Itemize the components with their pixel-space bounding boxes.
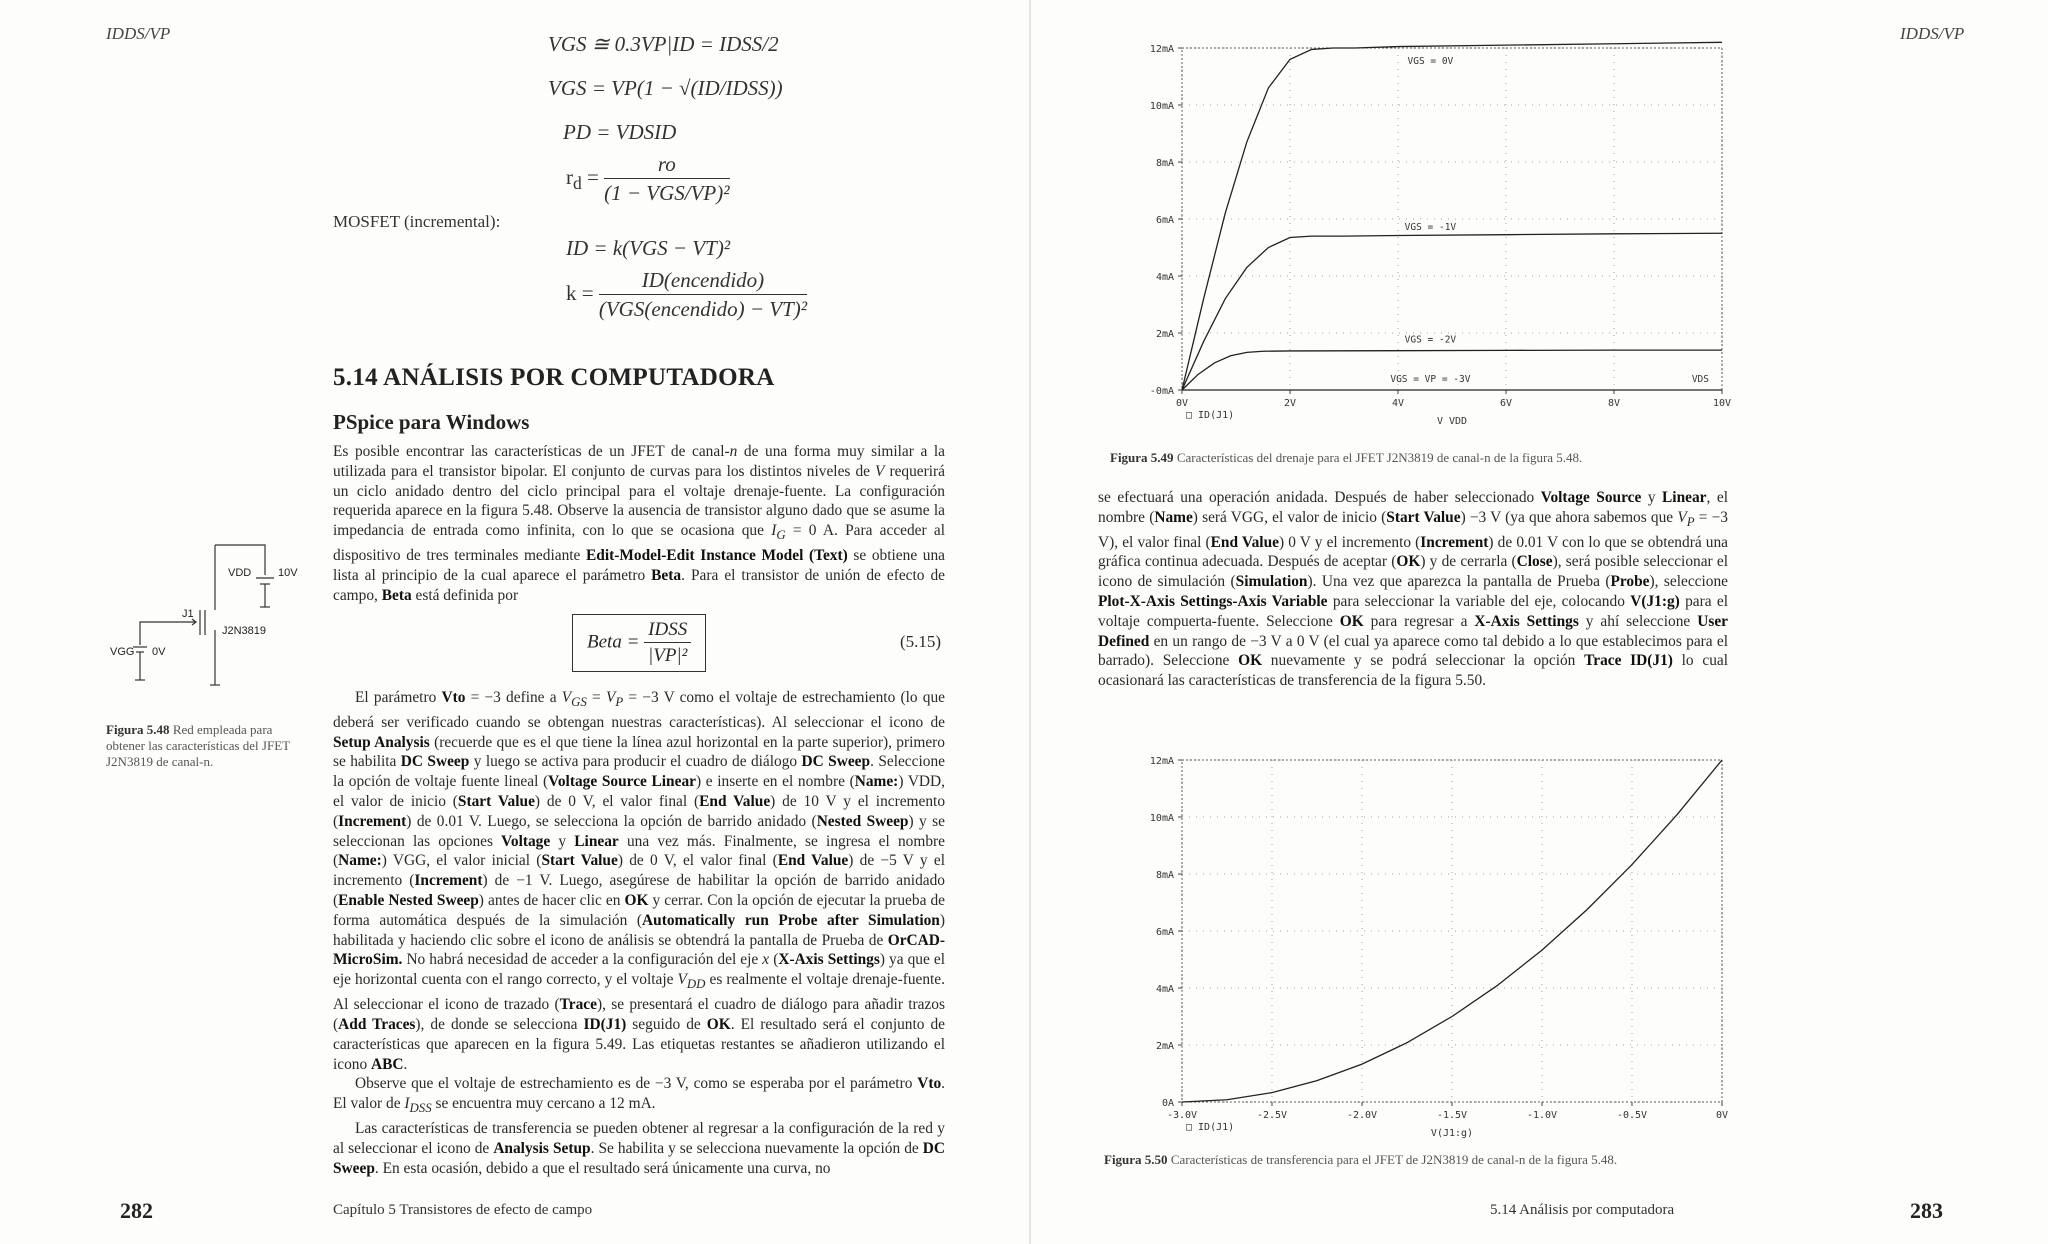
figure-5-49-chart <box>1112 30 1742 430</box>
body-paragraph-1: Es posible encontrar las características de un JFET de canal-n de una forma muy similar a la utilizada para el transistor bipolar. El conjunto de curvas para los distintos niveles de V requerirá un ciclo anidado dentro del ciclo principal para el voltaje drenaje-fuente. La configuración requerida aparece en la figura 5.48. Observe la ausencia de transistor alguno dado que se asume la impedancia de entrada como infinita, con lo que se ocasiona que $I_G = 0$ A. Para acceder al dispositivo de tres terminales mediante Edit-Model-Edit Instance Model (Text) se obtiene una lista al principio de la cual aparece el parámetro Beta. Para el transistor de unión de efecto de campo, Beta está definida por <box>333 443 946 604</box>
figure-5-50-chart <box>1112 742 1742 1142</box>
equation-k: k = $\frac{\text{ID(encendido)}}{\text{(VGS(encendido) − VT)²}}$ <box>566 268 808 321</box>
y-tick-label: 12mA <box>1149 756 1174 767</box>
equation-rd: $r_d$ = $\frac{ro}{\text{(1 − VGS/VP)²}}$ <box>566 152 730 205</box>
figure-5-48-caption <box>106 722 306 770</box>
chart-annotation: VGS = VP = -3V <box>1390 374 1471 385</box>
running-header-right: IDDS/VP <box>1900 24 1965 43</box>
vgg-value: 0V <box>152 646 166 658</box>
x-tick-label: -2.0V <box>1346 1110 1378 1121</box>
page-number-right: 283 <box>1910 1198 1943 1223</box>
rd-denominator: (1 − VGS/VP)² <box>604 181 730 205</box>
y-tick-label: 10mA <box>1149 101 1174 112</box>
body-paragraph-right: se efectuará una operación anidada. Después de haber seleccionado Voltage Source y Linear, el nombre (Name) será VGG, el valor de inicio (Start Value) −3 V (ya que ahora sabemos que $V_P = -3$ V), el valor final (End Value) 0 V y el incremento (Increment) de 0.01 V con lo que se obtendrá una gráfica continua adecuada. Después de aceptar (OK) y de cerrarla (Close), será posible seleccionar el icono de simulación (Simulation). Una vez que aparezca la pantalla de Prueba (Probe), seleccione Plot-X-Axis Settings-Axis Variable para seleccionar la variable del eje, colocando V(J1:g) para el voltaje compuerta-fuente. Seleccione OK para regresar a X-Axis Settings y ahí seleccione User Defined en un rango de −3 V a 0 V (el cual ya aparece como tal debido a lo que establecimos para el barrado). Seleccione OK nuevamente y se podrá seleccionar la opción Trace ID(J1) lo cual ocasionará las características de transferencia de la figura 5.50. <box>1098 489 1729 690</box>
section-title: 5.14 ANÁLISIS POR COMPUTADORA <box>333 364 775 391</box>
beta-eq-numerator: IDSS <box>644 619 691 643</box>
chart-annotation: VGS = -1V <box>1404 222 1457 234</box>
equation-id-mosfet: ID = k(VGS − VT)² <box>566 236 731 260</box>
vgg-label: VGG <box>110 646 135 658</box>
y-tick-label: 2mA <box>1155 1041 1174 1052</box>
x-tick-label: -1.5V <box>1436 1110 1468 1121</box>
equation-vgs-shockley: VGS = VP(1 − √(ID/IDSS)) <box>548 76 783 100</box>
x-tick-label: -0.5V <box>1616 1110 1648 1121</box>
vdd-label: VDD <box>228 567 252 579</box>
y-tick-label: 8mA <box>1155 870 1174 881</box>
x-tick-label: -2.5V <box>1256 1110 1288 1121</box>
vdd-value: 10V <box>278 567 298 579</box>
series-line <box>1182 760 1722 1102</box>
equation-pd: PD = VDSID <box>563 120 677 144</box>
footer-chapter: Capítulo 5 Transistores de efecto de campo <box>333 1202 593 1218</box>
mosfet-label: MOSFET (incremental): <box>333 212 501 231</box>
y-tick-label: 2mA <box>1155 329 1174 340</box>
chart-annotation: VGS = 0V <box>1407 56 1454 67</box>
figure-5-49-caption <box>1110 450 1730 466</box>
y-tick-label: 4mA <box>1155 272 1174 283</box>
page-number-left: 282 <box>120 1198 153 1223</box>
body-paragraph-2: El parámetro Vto = −3 define a $V_{GS} = V_P = -3$ V como el voltaje de estrechamiento (lo que deberá ser verificado cuando se obtengan nuestras características). Al seleccionar el icono de Setup Analysis (recuerde que es el que tiene la línea azul horizontal en la parte superior), primero se habilita DC Sweep y luego se activa para producir el cuadro de diálogo DC Sweep. Seleccione la opción de voltaje fuente lineal (Voltage Source Linear) e inserte en el nombre (Name:) VDD, el valor de inicio (Start Value) de 0 V, el valor final (End Value) de 10 V y el incremento (Increment) de 0.01 V. Luego, se selecciona la opción de barrido anidado (Nested Sweep) y se seleccionan las opciones Voltage y Linear una vez más. Finalmente, se ingresa el nombre (Name:) VGG, el valor inicial (Start Value) de 0 V, el valor final (End Value) de −5 V y el incremento (Increment) de −1 V. Luego, asegúrese de habilitar la opción de barrido anidado (Enable Nested Sweep) antes de hacer clic en OK y cerrar. Con la opción de ejecutar la prueba de forma automática después de la simulación (Automatically run Probe after Simulation) habilitada y haciendo clic sobre el icono de análisis se obtendrá la pantalla de Prueba de OrCAD-MicroSim. No habrá necesidad de acceder a la configuración del eje x (X-Axis Settings) ya que el eje horizontal cuenta con el rango correcto, y el voltaje $V_{DD}$ es realmente el voltaje drenaje-fuente. Al seleccionar el icono de trazado (Trace), se presentará el cuadro de diálogo para añadir trazos (Add Traces), de donde se selecciona ID(J1) seguido de OK. El resultado será el conjunto de características que aparecen en la figura 5.49. Las etiquetas restantes se añadieron utilizando el icono ABC. Observe que el voltaje de estrechamiento es de −3 V, como se esperaba por el parámetro Vto. El valor de $I_{DSS}$ se encuentra muy cercano a 12 mA. Las características de transferencia se pueden obtener al regresar a la configuración de la red y al seleccionar el icono de Analysis Setup. Se habilita y se selecciona nuevamente la opción de DC Sweep. En esta ocasión, debido a que el resultado será únicamente una curva, no <box>333 689 946 1177</box>
chart-annotation: VDS <box>1691 374 1709 385</box>
y-tick-label: 8mA <box>1155 158 1174 169</box>
beta-eq-denominator: |VP|² <box>647 645 688 666</box>
y-tick-label: 10mA <box>1149 813 1174 824</box>
running-header-left: IDDS/VP <box>106 24 171 43</box>
series-line <box>1182 233 1722 390</box>
figure-5-49-label: Figura 5.49 <box>1110 450 1174 465</box>
x-axis-label: V(J1:g) <box>1430 1128 1474 1139</box>
legend-entry: □ ID(J1) <box>1186 410 1235 421</box>
x-tick-label: 6V <box>1499 398 1513 409</box>
figure-5-50-label: Figura 5.50 <box>1104 1152 1168 1167</box>
x-tick-label: 8V <box>1607 398 1621 409</box>
footer-section: 5.14 Análisis por computadora <box>1490 1202 1675 1218</box>
figure-5-48-label: Figura 5.48 <box>106 722 170 737</box>
figure-5-48-text: Red empleada para obtener las características del JFET J2N3819 de canal-n. <box>106 722 290 769</box>
y-tick-label: 6mA <box>1155 927 1174 938</box>
beta-eq-lhs: Beta = <box>587 631 640 653</box>
k-denominator: (VGS(encendido) − VT)² <box>598 297 808 321</box>
figure-5-48-circuit <box>100 535 320 705</box>
x-axis-label: V VDD <box>1436 416 1468 427</box>
y-tick-label: 12mA <box>1149 44 1174 55</box>
y-tick-label: 4mA <box>1155 984 1174 995</box>
beta-equation-box <box>572 614 706 672</box>
x-tick-label: 10V <box>1712 398 1732 409</box>
legend-entry: □ ID(J1) <box>1186 1122 1235 1133</box>
j1-label: J1 <box>182 608 194 620</box>
figure-5-50-text: Características de transferencia para el JFET de J2N3819 de canal-n de la figura 5.48. <box>1170 1152 1618 1167</box>
subsection-title: PSpice para Windows <box>333 410 530 434</box>
rd-numerator: ro <box>604 152 729 179</box>
x-tick-label: -3.0V <box>1166 1110 1198 1121</box>
x-tick-label: 2V <box>1283 398 1297 409</box>
equation-number: (5.15) <box>900 632 942 651</box>
x-tick-label: 4V <box>1391 398 1405 409</box>
x-tick-label: 0V <box>1715 1110 1729 1121</box>
y-tick-label: 6mA <box>1155 215 1174 226</box>
right-page <box>1030 0 2048 1244</box>
equation-vgs-approx: VGS ≅ 0.3VP|ID = IDSS/2 <box>548 32 779 56</box>
part-label: J2N3819 <box>222 625 267 637</box>
k-numerator: ID(encendido) <box>599 268 807 295</box>
y-tick-label: 0A <box>1161 1098 1174 1109</box>
y-tick-label: -0mA <box>1149 386 1174 397</box>
plot-frame <box>1182 760 1722 1102</box>
x-tick-label: 0V <box>1175 398 1189 409</box>
figure-5-50-caption <box>1104 1152 1724 1168</box>
chart-annotation: VGS = -2V <box>1404 334 1457 346</box>
x-tick-label: -1.0V <box>1526 1110 1558 1121</box>
figure-5-49-text: Características del drenaje para el JFET J2N3819 de canal-n de la figura 5.48. <box>1176 450 1583 465</box>
